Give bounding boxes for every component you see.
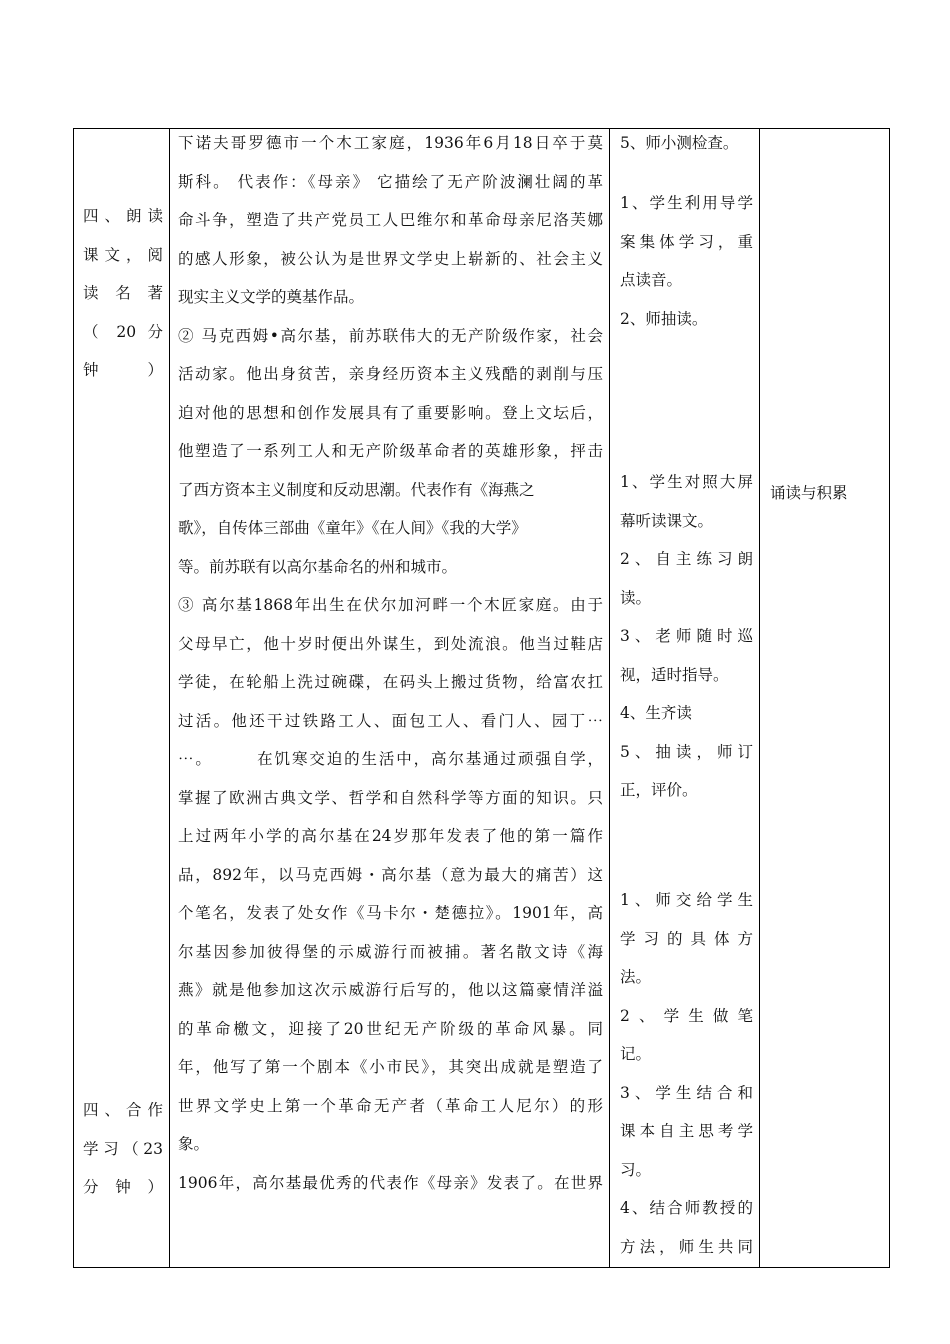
- activity-line: 2、师抽读。: [620, 309, 708, 328]
- content-line: 的感人形象，被公认为是世界文学史上崭新的、社会主义: [178, 249, 603, 268]
- activity-line: 法。: [620, 968, 652, 986]
- purpose-column: [760, 129, 891, 1267]
- activity-column: [610, 129, 760, 1267]
- content-line: 学徒，在轮船上洗过碗碟，在码头上搬过货物，给富农扛: [178, 673, 603, 691]
- activity-line: 习。: [620, 1160, 652, 1179]
- activity-line: 1、学生利用导学: [620, 194, 753, 212]
- content-line: 燕》就是他参加这次示威游行后写的，他以这篇豪情洋溢: [178, 981, 603, 999]
- activity-method: [620, 881, 753, 1266]
- content-line: 斯科。 代表作：《母亲》 它描绘了无产阶波澜壮阔的革: [178, 172, 603, 191]
- stage-line: 分钟）: [83, 1178, 163, 1196]
- activity-line: 课本自主思考学: [620, 1122, 753, 1140]
- stage-line: 学习（23: [83, 1139, 163, 1158]
- content-text: [178, 124, 603, 1202]
- stage-line: （ 20 分: [83, 322, 163, 341]
- stage-line: 课文，阅: [83, 245, 163, 264]
- content-line: 命斗争，塑造了共产党员工人巴维尔和革命母亲尼洛芙娜: [178, 211, 603, 229]
- content-line: ⋯。 在饥寒交迫的生活中，高尔基通过顽强自学，: [178, 750, 603, 768]
- activity-line: 5、师小测检查。: [620, 134, 739, 152]
- content-line: 现实主义文学的奠基作品。: [178, 288, 365, 306]
- content-line: 年，他写了第一个剧本《小市民》，其突出成就是塑造了: [178, 1058, 603, 1076]
- activity-check: [620, 124, 753, 163]
- stage-reading: [83, 197, 163, 390]
- content-line: 1906年，高尔基最优秀的代表作《母亲》发表了。在世界: [178, 1173, 603, 1192]
- stage-column: [74, 129, 170, 1267]
- content-line: 迫对他的思想和创作发展具有了重要影响。登上文坛后，: [178, 403, 603, 422]
- activity-line: 点读音。: [620, 271, 683, 289]
- content-line: 活动家。他出身贫苦，亲身经历资本主义残酷的剥削与压: [178, 365, 603, 383]
- content-column: [170, 129, 610, 1267]
- content-line: 歌》，自传体三部曲《童年》《在人间》《我的大学》: [178, 519, 527, 537]
- activity-reading: [620, 463, 753, 810]
- content-line: 他塑造了一系列工人和无产阶级革命者的英雄形象，抨击: [178, 442, 603, 460]
- stage-line: 钟）: [83, 361, 163, 379]
- content-line: 象。: [178, 1135, 210, 1153]
- stage-cooperative: [83, 1091, 163, 1207]
- content-line: 尔基因参加彼得堡的示威游行而被捕。著名散文诗《海: [178, 942, 603, 961]
- stage-line: 读名著: [83, 284, 163, 302]
- content-line: 了西方资本主义制度和反动思潮。代表作有《海燕之: [178, 480, 535, 499]
- activity-line: 幕听读课文。: [620, 511, 714, 530]
- activity-line: 记。: [620, 1045, 652, 1063]
- content-line: 上过两年小学的高尔基在24岁那年发表了他的第一篇作: [178, 827, 603, 845]
- content-line: 的革命檄文，迎接了20世纪无产阶级的革命风暴。同: [178, 1019, 603, 1038]
- activity-line: 正，评价。: [620, 781, 698, 799]
- content-line: 父母早亡，他十岁时便出外谋生，到处流浪。他当过鞋店: [178, 634, 603, 653]
- activity-line: 1、学生对照大屏: [620, 473, 753, 491]
- content-line: 掌握了欧洲古典文学、哲学和自然科学等方面的知识。只: [178, 788, 603, 807]
- activity-line: 5、抽读，师订: [620, 742, 753, 761]
- content-line: 品，892年，以马克西姆・高尔基（意为最大的痛苦）这: [178, 865, 603, 884]
- activity-line: 视，适时指导。: [620, 665, 729, 684]
- content-line: ② 马克西姆•高尔基，前苏联伟大的无产阶级作家，社会: [178, 326, 603, 345]
- content-line: 个笔名，发表了处女作《马卡尔・楚德拉》。1901年，高: [178, 904, 603, 922]
- activity-line: 方法，师生共同: [620, 1237, 753, 1256]
- activity-line: 3、老师随时巡: [620, 627, 753, 645]
- activity-line: 1、师交给学生: [620, 891, 753, 909]
- activity-line: 4、生齐读: [620, 704, 692, 722]
- purpose-label: 诵读与积累: [770, 484, 848, 502]
- lesson-plan-table: [73, 128, 890, 1268]
- activity-line: 读。: [620, 588, 652, 607]
- content-line: 下诺夫哥罗德市一个木工家庭，1936年6月18日卒于莫: [178, 134, 603, 152]
- activity-self-study: [620, 184, 753, 338]
- stage-line: 四、合作: [83, 1101, 163, 1119]
- content-line: 等。前苏联有以高尔基命名的州和城市。: [178, 557, 458, 576]
- activity-line: 3、学生结合和: [620, 1083, 753, 1102]
- activity-line: 2、学生做笔: [620, 1006, 753, 1025]
- activity-line: 学习的具体方: [620, 929, 753, 948]
- activity-line: 2、自主练习朗: [620, 550, 753, 568]
- activity-line: 4、结合师教授的: [620, 1199, 753, 1217]
- stage-line: 四、朗读: [83, 207, 163, 225]
- content-line: 过活。他还干过铁路工人、面包工人、看门人、园丁⋯: [178, 711, 603, 730]
- content-line: 世界文学史上第一个革命无产者（革命工人尼尔）的形: [178, 1096, 603, 1115]
- content-line: ③ 高尔基1868年出生在伏尔加河畔一个木匠家庭。由于: [178, 596, 603, 614]
- activity-line: 案集体学习，重: [620, 232, 753, 251]
